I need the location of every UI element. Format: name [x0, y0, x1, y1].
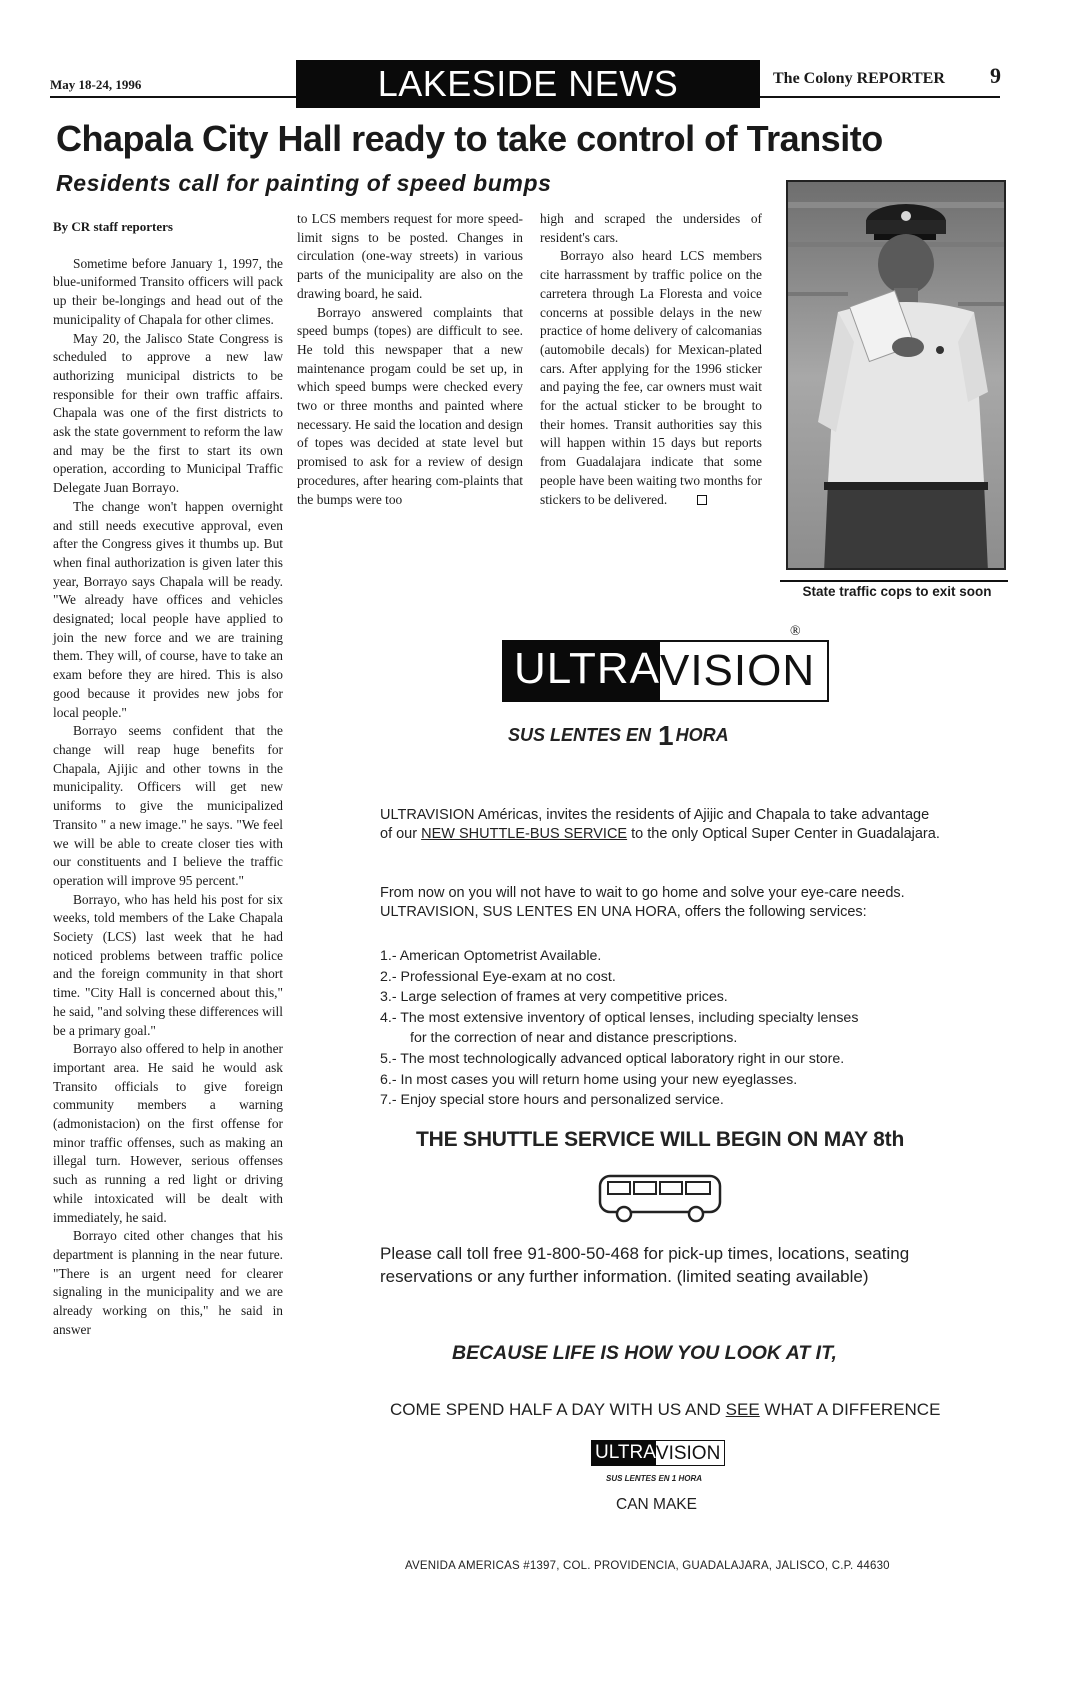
call-info: Please call toll free 91-800-50-468 for pick-up times, locations, seating reservations or any further information. (limited seating available): [380, 1244, 910, 1286]
service-item: 3.- Large selection of frames at very competitive prices.: [380, 989, 728, 1006]
logo-light-part: VISION: [656, 1440, 725, 1466]
service-item-continued: for the correction of near and distance prescriptions.: [410, 1030, 738, 1047]
byline: By CR staff reporters: [53, 219, 173, 234]
tagline-number: 1: [658, 720, 674, 751]
paragraph: Borrayo also offered to help in another important area. He said he would ask Transito officials to give foreign community members a warning (admonistacion) on the first offense for minor traffic offenses, such as making an illegal turn. However, serious offenses such as running a red light or driving while intoxicated will be dealt with immediately, he said.: [53, 1041, 283, 1225]
tagline-pre: SUS LENTES EN: [508, 725, 652, 745]
spend-text: COME SPEND HALF A DAY WITH US AND: [390, 1400, 726, 1419]
services-list: [380, 946, 950, 1111]
paragraph: to LCS members request for more speed-limit signs to be posted. Changes in circulation (one-way streets) in various parts of the municipality are also on the drawing board, he said.: [297, 211, 523, 301]
article-headline: Chapala City Hall ready to take control of Transito: [56, 118, 883, 159]
logo-dark-part: ULTRA: [502, 640, 660, 702]
section-banner: LAKESIDE NEWS: [296, 60, 760, 108]
ad-spend-line: [390, 1400, 940, 1420]
ad-intro-text: ULTRAVISION Américas, invites the residents of Ajijic and Chapala to take advantage of our: [380, 807, 930, 842]
article-subhead: Residents call for painting of speed bumps: [56, 170, 552, 196]
store-address: AVENIDA AMERICAS #1397, COL. PROVIDENCIA, GUADALAJARA, JALISCO, C.P. 44630: [405, 1560, 890, 1572]
paragraph: Sometime before January 1, 1997, the blue-uniformed Transito officers will pack up their be-longings and head out of the municipality of Chapala for other climes.: [53, 255, 283, 327]
paragraph: Borrayo cited other changes that his department is planning in the near future. "There is an urgent need for clearer signaling in the municipality and we are already working on this," he said in answer: [53, 1228, 283, 1337]
ultravision-logo-small: [591, 1440, 725, 1466]
logo-tagline-small: SUS LENTES EN 1 HORA: [606, 1474, 703, 1483]
registered-mark: ®: [790, 624, 801, 639]
page-number: 9: [990, 63, 1001, 88]
ad-intro: [380, 806, 940, 844]
photo-caption: State traffic cops to exit soon: [802, 584, 992, 599]
logo-dark-part: ULTRA: [591, 1440, 656, 1466]
article-column-1: [53, 218, 283, 1339]
officer-illustration: [788, 182, 1006, 570]
ultravision-logo: [502, 640, 829, 702]
service-item: 4.- The most extensive inventory of optical lenses, including specialty lenses: [380, 1009, 859, 1026]
logo-light-part: VISION: [660, 640, 829, 702]
paragraph: Borrayo seems confident that the change will reap huge benefits for Chapala, Ajijic and other towns in the municipality. Officers will get new uniforms to give the municipalized Transito " a new image." he says. "We feel we will be able to create closer ties with our constituents and I believe the traffic operation will improve 95 percent.": [53, 723, 283, 888]
ad-slogan: BECAUSE LIFE IS HOW YOU LOOK AT IT,: [452, 1342, 837, 1364]
end-mark-icon: [697, 495, 707, 505]
shuttle-notice: THE SHUTTLE SERVICE WILL BEGIN ON MAY 8th: [416, 1128, 905, 1151]
article-column-3: [540, 210, 762, 509]
paragraph: high and scraped the undersides of resident's cars.: [540, 211, 762, 245]
paragraph-text: Borrayo also heard LCS members cite harrassment by traffic police on the carretera through La Floresta and voice concerns at possible delays in the new practice of home delivery of calcomanias (automobile decals) for Mexican-plated cars. After applying for the 1996 sticker and paying the fee, car owners must wait for the actual sticker to be brought to their homes. Transit authorities say this will happen within 15 days but reports from Guadalajara indicate that some people have been waiting two months for stickers to be delivered.: [540, 248, 762, 507]
spend-see: SEE: [725, 1400, 760, 1419]
paragraph: The change won't happen overnight and still needs executive approval, even after the Congress gives it thumbs up. But when final authorization is given later this year, Borrayo says Chapala will be ready. "We already have offices and vehicles designated; local people have applied to join the new force and we are training them. They will, of course, have to take an exam before they are hired. This is also good because it provides new jobs for local people.": [53, 498, 283, 720]
paragraph: [540, 247, 762, 509]
traffic-officer-photo: [786, 180, 1006, 570]
spend-text-end: WHAT A DIFFERENCE: [759, 1400, 941, 1419]
article-column-2: [297, 210, 523, 509]
paragraph: Borrayo, who has held his post for six weeks, told members of the Lake Chapala Society (LCS) last week that he had noticed problems between traffic police and the foreign community in that short time. "City Hall is concerned about this," he said, "and solving these differences will be a primary goal.": [53, 891, 283, 1038]
bus-icon: [596, 1170, 726, 1226]
service-item: 7.- Enjoy special store hours and personalized service.: [380, 1092, 724, 1109]
service-item: 6.- In most cases you will return home using your new eyeglasses.: [380, 1071, 798, 1088]
shuttle-bus-service-link: NEW SHUTTLE-BUS SERVICE: [421, 826, 628, 842]
service-item: 2.- Professional Eye-exam at no cost.: [380, 968, 616, 985]
issue-date: May 18-24, 1996: [50, 77, 142, 92]
caption-rule: [780, 580, 1008, 582]
paragraph: May 20, the Jalisco State Congress is scheduled to approve a new law authorizing municipal districts to be responsible for their own traffic affairs. Chapala was one of the first districts to ask the state government to reform the law and may be the first to start its own operation, according to Municipal Traffic Delegate Juan Borrayo.: [53, 330, 283, 496]
can-make: CAN MAKE: [616, 1496, 697, 1513]
service-item: 5.- The most technologically advanced optical laboratory right in our store.: [380, 1050, 845, 1067]
ad-intro-text-end: to the only Optical Super Center in Guadalajara.: [627, 826, 940, 842]
ad-intro-second: From now on you will not have to wait to go home and solve your eye-care needs. ULTRAVISION, SUS LENTES EN UNA HORA, offers the following services:: [380, 885, 905, 920]
newspaper-name: The Colony REPORTER: [773, 70, 945, 87]
tagline-post: HORA: [675, 725, 729, 745]
paragraph: Borrayo answered complaints that speed bumps (topes) are difficult to see. He told this newspaper that a new maintenance progam could be set up, in which speed bumps were checked every two or three months and painted where necessary. He said the location and design of topes was decided at state level but promised to ask for a review of design procedures, after hearing com-plaints that the bumps were too: [297, 304, 523, 507]
service-item: 1.- American Optometrist Available.: [380, 948, 602, 964]
logo-tagline: [508, 720, 729, 752]
